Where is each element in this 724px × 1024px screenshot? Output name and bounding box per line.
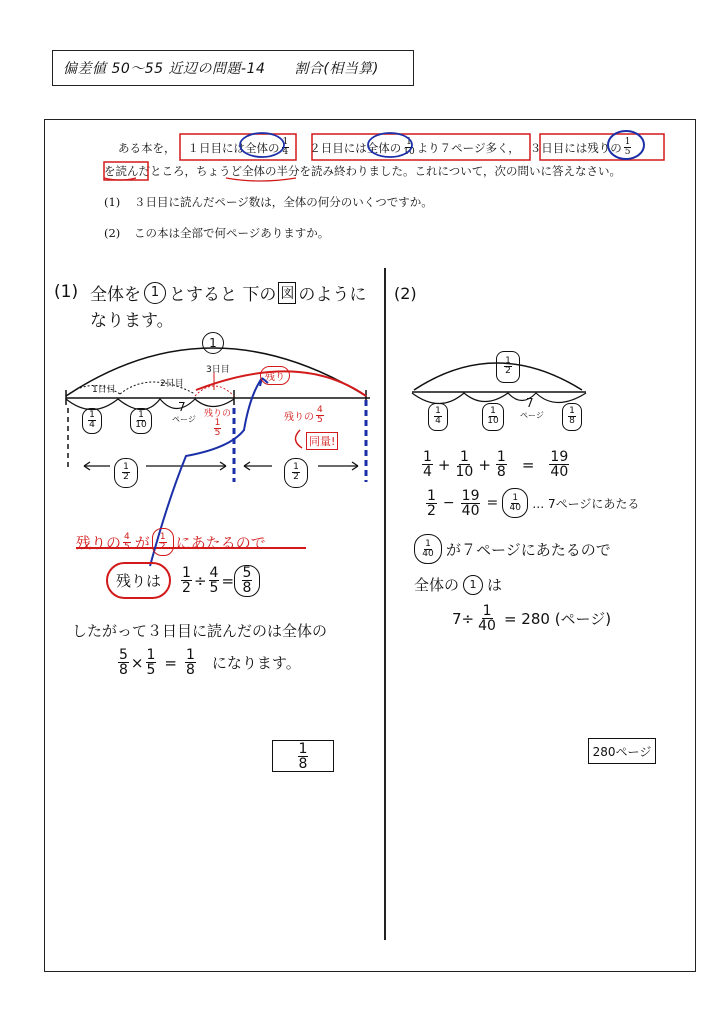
eq2-tail: … 7ページにあたる [532, 496, 640, 511]
line4-circle: 1 [463, 575, 483, 595]
eq2-f1: $\frac{1}{2}$ [427, 487, 436, 519]
question-1-number: (1) [104, 195, 121, 209]
step4-line [116, 648, 301, 677]
step4-result: $\frac{1}{8}$ [186, 647, 195, 678]
eq1-plus1: + [437, 455, 451, 474]
diagram1-day3-label: 3日目 [206, 365, 230, 375]
step3-line: したがって３日目に読んだのは全体の [72, 622, 328, 640]
sol2-eq2 [424, 488, 639, 518]
segment-day1-label: １日目には全体の [187, 140, 280, 155]
diagram2-f1: $\frac{1}{4}$ [428, 398, 448, 431]
eq5-fraction: $\frac{1}{40}$ [478, 603, 496, 634]
solution1-label: (1) [54, 282, 79, 302]
diagram1-douryou: 同量! [306, 432, 338, 450]
step2-line [106, 562, 260, 599]
sol2-line4 [414, 574, 502, 595]
step2-eq: = [221, 571, 235, 590]
line3-text: が７ページにあたるので [446, 540, 611, 559]
step1-text-a: 残りの [76, 533, 122, 552]
question-1-text: ３日目に読んだページ数は，全体の何分のいくつですか。 [133, 195, 433, 209]
step2-f1: $\frac{1}{2}$ [182, 565, 191, 596]
answer-1-box [272, 740, 334, 772]
line3-circle: $\frac{1}{40}$ [414, 534, 442, 564]
diagram1-zanri-label: 残り [260, 366, 290, 385]
line4-text-b: は [487, 576, 503, 594]
step1-circle-half: $\frac{1}{2}$ [152, 528, 174, 556]
diagram1-top-circle: 1 [202, 332, 224, 354]
intro-zu-box: 図 [278, 282, 296, 304]
diagram2-f2: $\frac{1}{10}$ [482, 398, 504, 431]
eq2-eq: = [486, 495, 499, 511]
sol2-eq5 [452, 604, 611, 633]
segment-day2-fraction: $\frac{1}{10}$ [403, 137, 415, 157]
question-2-text: この本は全部で何ページありますか。 [133, 226, 330, 240]
step4-f2: $\frac{1}{5}$ [146, 647, 156, 678]
sol2-eq1 [420, 450, 571, 479]
intro-text-a: 全体を [90, 285, 141, 305]
eq2-result: $\frac{1}{40}$ [502, 488, 528, 518]
answer-2-text: 280ページ [592, 744, 652, 759]
diagram1-day2-label: 2日目 [160, 379, 184, 389]
question-2-number: (2) [104, 226, 121, 240]
diagram2-f3: $\frac{1}{8}$ [562, 398, 582, 431]
eq1-f2: $\frac{1}{10}$ [455, 449, 474, 480]
eq2-f2: $\frac{19}{40}$ [461, 487, 480, 519]
step2-op: ÷ [193, 571, 207, 590]
step4-tail: になります。 [211, 654, 301, 672]
eq5-text-a: 7÷ [452, 609, 475, 628]
step1-fraction: $\frac{4}{5}$ [124, 531, 130, 552]
diagram1-frac-1-10: $\frac{1}{10}$ [130, 402, 152, 434]
diagram1-day1-label: 1日目 [92, 385, 116, 395]
diagram1-zanri-4-5: 残りの $\frac{4}{5}$ [284, 405, 323, 425]
step4-f1: $\frac{5}{8}$ [119, 647, 128, 678]
diagram1-zanri-1-5: 残りの $\frac{1}{5}$ [204, 409, 232, 438]
eq1-result: $\frac{19}{40}$ [550, 449, 569, 480]
step4-eq: = [164, 653, 177, 672]
diagram1-half-right: $\frac{1}{2}$ [284, 454, 308, 488]
solution1-intro-line2: なります。 [90, 311, 174, 331]
step4-op: × [130, 653, 144, 672]
step2-zanri-circle: 残りは [106, 562, 171, 599]
eq2-minus: − [442, 495, 455, 511]
solution2-label: (2) [394, 284, 417, 303]
step2-result: $\frac{5}{8}$ [234, 565, 260, 597]
step1-text-b: が [134, 533, 150, 552]
line4-text-a: 全体の [414, 576, 460, 594]
intro-circle-one: 1 [144, 282, 166, 304]
answer-1-fraction: $\frac{1}{8}$ [298, 740, 308, 772]
eq1-f3: $\frac{1}{8}$ [496, 449, 506, 480]
diagram1-page: ページ [172, 415, 196, 424]
step1-line [76, 528, 266, 556]
diagram1-frac-1-4: $\frac{1}{4}$ [82, 402, 102, 434]
segment-day1-fraction: $\frac{1}{4}$ [282, 137, 289, 157]
diagram1-half-left: $\frac{1}{2}$ [114, 454, 138, 488]
diagram2-seven: 7 [526, 396, 534, 410]
step2-f2: $\frac{4}{5}$ [209, 565, 219, 596]
sol2-line3 [414, 534, 611, 564]
segment-day2-label: ２日目には全体の [309, 140, 402, 155]
eq5-result: = 280 (ページ) [503, 610, 612, 628]
answer-2-box [588, 738, 656, 764]
segment-day3-label: ３日目には残りの [529, 140, 622, 155]
diagram1-seven: 7 [178, 400, 186, 414]
problem-intro: ある本を， [118, 140, 176, 155]
diagram2-page: ページ [520, 411, 544, 420]
page-title: 偏差値 50～55 近辺の問題-14 割合(相当算) [52, 50, 414, 86]
intro-text-c: のように [298, 285, 367, 305]
eq1-eq: = [521, 455, 535, 474]
eq1-f1: $\frac{1}{4}$ [423, 449, 432, 480]
step1-text-c: にあたるので [175, 533, 266, 552]
segment-day3-fraction: $\frac{1}{5}$ [624, 137, 631, 157]
eq1-plus2: + [478, 455, 491, 474]
problem-line2: を読んだところ，ちょうど全体の半分を読み終わりました。これについて，次の問いに答えなさい。 [104, 164, 622, 178]
segment-day2-tail: より７ページ多く， [416, 140, 520, 155]
intro-text-b: とすると 下の [169, 285, 277, 305]
diagram2-top: $\frac{1}{2}$ [496, 348, 520, 383]
